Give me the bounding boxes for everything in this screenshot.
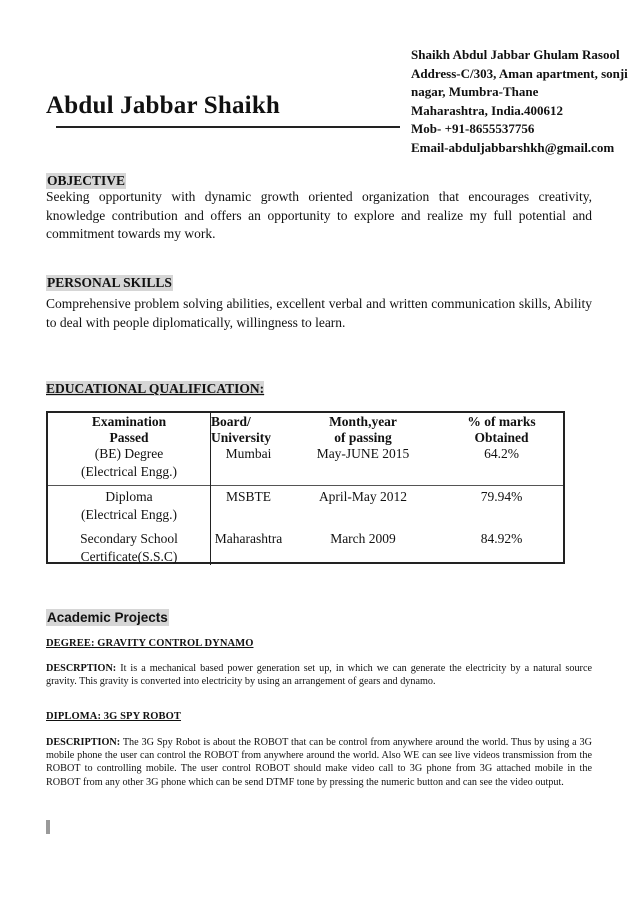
contact-block — [411, 46, 633, 157]
col-header-examination: Examination Passed — [91, 414, 167, 445]
cell-exam: Diploma (Electrical Engg.) — [48, 486, 211, 529]
cell-date: April-May 2012 — [286, 486, 440, 529]
cell-date: March 2009 — [330, 531, 396, 546]
cell-board: Maharashtra — [211, 528, 287, 565]
candidate-name: Abdul Jabbar Shaikh — [46, 92, 281, 119]
project-desc-label: DESCRPTION: — [46, 663, 117, 674]
academic-projects-heading: Academic Projects — [47, 610, 168, 625]
text-cursor-marker — [46, 820, 50, 834]
education-table — [46, 411, 565, 564]
project-title-diploma: DIPLOMA: 3G SPY ROBOT — [46, 711, 182, 722]
cell-date: May-JUNE 2015 — [316, 446, 410, 461]
cell-board: Mumbai — [211, 445, 287, 486]
col-header-board: Board/ University — [211, 413, 287, 445]
contact-address-2: nagar, Mumbra-Thane — [411, 84, 539, 99]
project-desc-label: DESCRIPTION: — [46, 737, 121, 748]
contact-address-3: Maharashtra, India.400612 — [411, 102, 564, 118]
cell-exam: Secondary School Certificate(S.S.C) — [80, 531, 178, 564]
cell-marks: 79.94% — [440, 486, 563, 529]
table-row — [48, 486, 563, 529]
objective-heading: OBJECTIVE — [47, 173, 126, 188]
cell-marks: 64.2% — [484, 446, 519, 461]
contact-mobile: Mob- +91-8655537756 — [411, 121, 535, 136]
project-desc-text: The 3G Spy Robot is about the ROBOT that can be control from anywhere around the world. Thus by using a 3G mobile phone the user can control the ROBOT from anywhere around the world. Also WE can see live videos transmission from the ROBOT to controlling mobile. The user control ROBOT should make video call to 3G phone from 3G attached mobile in the ROBOT from any other 3G phone which can be send DTMF tone by pressing the numeric button and can see the video output. — [46, 737, 592, 788]
name-underline — [56, 126, 400, 128]
col-header-marks: % of marks Obtained — [467, 414, 536, 445]
cell-exam: (BE) Degree (Electrical Engg.) — [81, 446, 177, 479]
education-heading — [46, 381, 264, 397]
table-header-row — [48, 413, 563, 445]
cell-board: MSBTE — [211, 486, 287, 529]
contact-fullname: Shaikh Abdul Jabbar Ghulam Rasool — [411, 47, 620, 62]
contact-email: Email-abduljabbarshkh@gmail.com — [411, 139, 615, 155]
personal-skills-heading: PERSONAL SKILLS — [47, 275, 172, 290]
project-desc-text: It is a mechanical based power generation set up, in which we can generate the electricity by a natural source gravity. This gravity is converted into electricity by using an arrangement of gears and dynamo. — [46, 663, 592, 688]
personal-skills-text: Comprehensive problem solving abilities, excellent verbal and written communication skills, Ability to deal with people diplomatically, willingness to learn. — [46, 296, 592, 330]
project-title-degree: DEGREE: GRAVITY CONTROL DYNAMO — [46, 638, 254, 649]
cell-marks: 84.92% — [480, 531, 523, 546]
project-desc-diploma — [46, 736, 592, 789]
table-row — [48, 528, 563, 565]
project-desc-degree — [46, 662, 592, 688]
objective-text: Seeking opportunity with dynamic growth oriented organization that encourages creativity, knowledge contribution and offers an opportunity to explore and realize my full potential and commitment towards my work. — [46, 189, 592, 241]
col-header-date: Month,year of passing — [329, 414, 397, 445]
table-row — [48, 445, 563, 486]
education-heading-text: EDUCATIONAL QUALIFICATION: — [46, 381, 265, 396]
contact-address-1: Address-C/303, Aman apartment, sonji — [411, 65, 628, 81]
